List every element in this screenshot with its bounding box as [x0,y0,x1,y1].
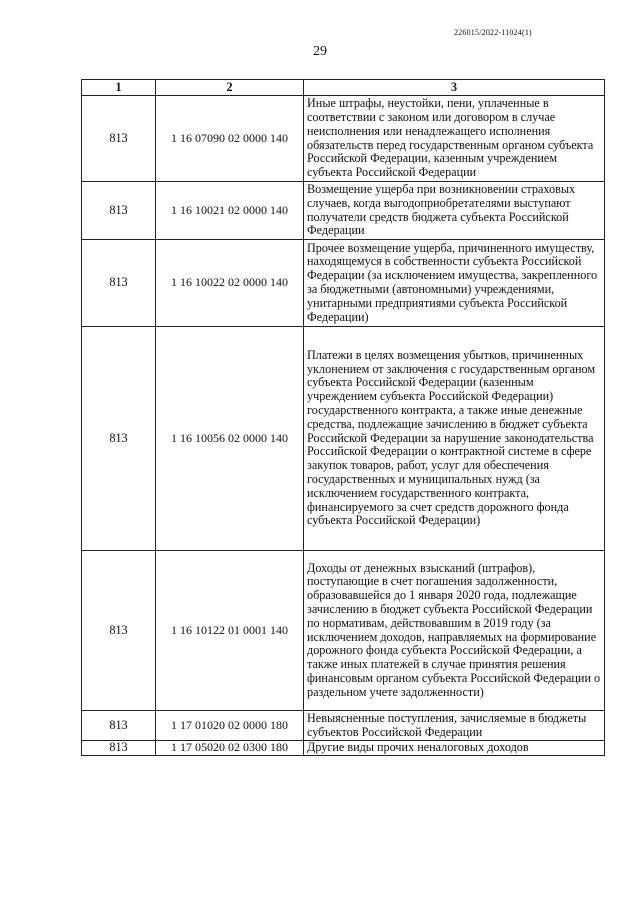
column-header-2: 2 [156,80,304,96]
revenue-codes-table [81,79,605,756]
table-header-row [82,80,605,96]
column-header-3: 3 [304,80,605,96]
table-row [82,741,605,756]
revenue-code-cell: 1 16 10021 02 0000 140 [156,182,304,240]
admin-code-cell: 813 [82,711,156,741]
admin-code-cell: 813 [82,327,156,551]
page-number: 29 [313,44,327,59]
admin-code-cell: 813 [82,182,156,240]
revenue-code-cell: 1 16 07090 02 0000 140 [156,96,304,182]
revenue-code-cell: 1 17 01020 02 0000 180 [156,711,304,741]
description-cell: Прочее возмещение ущерба, причиненного имуществу, находящемуся в собственности субъекта Российской Федерации (за исключением имущества, закрепленного за бюджетными (автономными) учреждениями, унитарными предприятиями субъекта Российской Федерации) [304,240,605,327]
admin-code-cell: 813 [82,551,156,711]
description-cell: Доходы от денежных взысканий (штрафов), поступающие в счет погашения задолженности, образовавшейся до 1 января 2020 года, подлежащие зачислению в бюджет субъекта Российской Федерации по нормативам, действовавшим в 2019 году (за исключением доходов, направляемых на формирование дорожного фонда субъекта Российской Федерации, а также иных платежей в случае принятия решения финансовым органом субъекта Российской Федерации о раздельном учете задолженности) [304,551,605,711]
description-cell: Возмещение ущерба при возникновении страховых случаев, когда выгодоприобретателями выступают получатели средств бюджета субъекта Российской Федерации [304,182,605,240]
admin-code-cell: 813 [82,96,156,182]
table-row [82,551,605,711]
description-cell: Платежи в целях возмещения убытков, причиненных уклонением от заключения с государственным органом субъекта Российской Федерации (казенным учреждением субъекта Российской Федерации) государственного контракта, а также иные денежные средства, подлежащие зачислению в бюджет субъекта Российской Федерации за нарушение законодательства Российской Федерации о контрактной системе в сфере закупок товаров, работ, услуг для обеспечения государственных и муниципальных нужд (за исключением государственного контракта, финансируемого за счет средств дорожного фонда субъекта Российской Федерации) [304,327,605,551]
table-row [82,327,605,551]
description-cell: Другие виды прочих неналоговых доходов [304,741,605,756]
table-row [82,711,605,741]
revenue-code-cell: 1 16 10122 01 0001 140 [156,551,304,711]
document-id: 226015/2022-11024(1) [454,28,532,37]
revenue-code-cell: 1 16 10056 02 0000 140 [156,327,304,551]
revenue-code-cell: 1 16 10022 02 0000 140 [156,240,304,327]
description-cell: Иные штрафы, неустойки, пени, уплаченные в соответствии с законом или договором в случае неисполнения или ненадлежащего исполнения обязательств перед государственным органом субъекта Российской Федерации, казенным учреждением субъекта Российской Федерации [304,96,605,182]
description-cell: Невыясненные поступления, зачисляемые в бюджеты субъектов Российской Федерации [304,711,605,741]
table-row [82,182,605,240]
admin-code-cell: 813 [82,741,156,756]
column-header-1: 1 [82,80,156,96]
revenue-code-cell: 1 17 05020 02 0300 180 [156,741,304,756]
table-row [82,96,605,182]
admin-code-cell: 813 [82,240,156,327]
table-row [82,240,605,327]
